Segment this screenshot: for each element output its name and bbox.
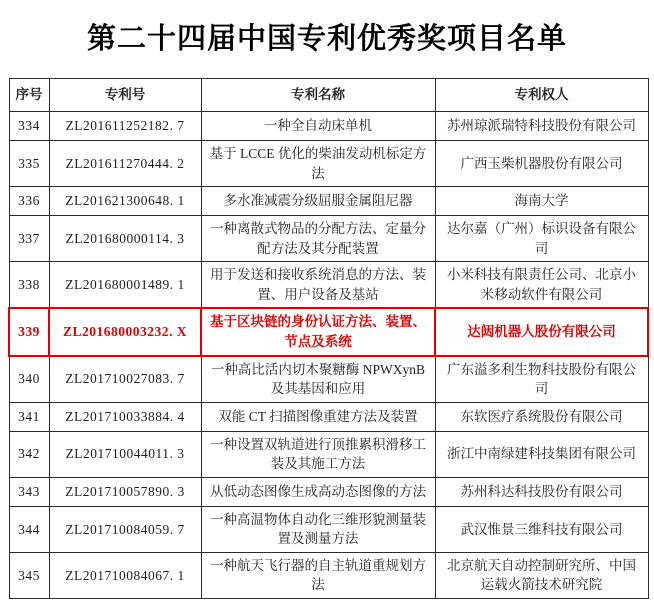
table-row — [9, 141, 648, 187]
table-header-row — [9, 79, 648, 112]
column-header-0: 序号 — [9, 79, 49, 112]
cell-no: 334 — [9, 112, 49, 141]
table-row — [9, 431, 648, 477]
cell-name: 一种设置双轨道进行顶推累积滑移工装及其施工方法 — [201, 431, 435, 477]
cell-no: 342 — [9, 431, 49, 477]
table-row — [9, 187, 648, 216]
cell-name: 双能 CT 扫描图像重建方法及装置 — [201, 402, 435, 431]
table-row — [9, 356, 648, 403]
cell-no: 343 — [9, 477, 49, 506]
table-body — [9, 112, 648, 599]
table-row — [9, 402, 648, 431]
cell-patent_no: ZL201710057890. 3 — [49, 477, 201, 506]
cell-name: 从低动态图像生成高动态图像的方法 — [201, 477, 435, 506]
table-row — [9, 262, 648, 309]
cell-no: 344 — [9, 506, 49, 552]
cell-owner: 苏州科达科技股份有限公司 — [435, 477, 648, 506]
cell-patent_no: ZL201611270444. 2 — [49, 141, 201, 187]
cell-owner: 广西玉柴机器股份有限公司 — [435, 141, 648, 187]
column-header-1: 专利号 — [49, 79, 201, 112]
cell-name: 一种全自动床单机 — [201, 112, 435, 141]
cell-owner: 武汉惟景三维科技有限公司 — [435, 506, 648, 552]
cell-patent_no: ZL201710027083. 7 — [49, 356, 201, 403]
cell-no: 345 — [9, 552, 49, 598]
cell-name: 基于区块链的身份认证方法、装置、节点及系统 — [201, 308, 435, 355]
cell-owner: 达尔嘉（广州）标识设备有限公司 — [435, 216, 648, 262]
table-row — [9, 506, 648, 552]
cell-owner: 浙江中南绿建科技集团有限公司 — [435, 431, 648, 477]
cell-owner: 苏州琼派瑞特科技股份有限公司 — [435, 112, 648, 141]
cell-name: 一种离散式物品的分配方法、定量分配方法及其分配装置 — [201, 216, 435, 262]
cell-patent_no: ZL201680003232. X — [49, 308, 201, 355]
cell-patent_no: ZL201710084067. 1 — [49, 552, 201, 598]
cell-patent_no: ZL201710084059. 7 — [49, 506, 201, 552]
cell-no: 340 — [9, 356, 49, 403]
cell-no: 335 — [9, 141, 49, 187]
cell-name: 多水准减震分级屈服金属阻尼器 — [201, 187, 435, 216]
cell-no: 338 — [9, 262, 49, 309]
cell-no: 336 — [9, 187, 49, 216]
cell-owner: 北京航天自动控制研究所、中国运载火箭技术研究院 — [435, 552, 648, 598]
cell-patent_no: ZL201710044011. 3 — [49, 431, 201, 477]
table-row — [9, 112, 648, 141]
patent-table — [8, 78, 649, 599]
cell-owner: 达闼机器人股份有限公司 — [435, 308, 648, 355]
cell-name: 一种高温物体自动化三维形貌测量装置及测量方法 — [201, 506, 435, 552]
cell-patent_no: ZL201611252182. 7 — [49, 112, 201, 141]
cell-patent_no: ZL201621300648. 1 — [49, 187, 201, 216]
cell-patent_no: ZL201680001489. 1 — [49, 262, 201, 309]
cell-no: 337 — [9, 216, 49, 262]
column-header-2: 专利名称 — [201, 79, 435, 112]
cell-owner: 海南大学 — [435, 187, 648, 216]
table-row-highlighted — [9, 308, 648, 355]
table-row — [9, 552, 648, 598]
column-header-3: 专利权人 — [435, 79, 648, 112]
cell-name: 用于发送和接收系统消息的方法、装置、用户设备及基站 — [201, 262, 435, 309]
cell-name: 基于 LCCE 优化的柴油发动机标定方法 — [201, 141, 435, 187]
table-row — [9, 216, 648, 262]
cell-name: 一种高比活内切木聚糖酶 NPWXynB 及其基因和应用 — [201, 356, 435, 403]
table-row — [9, 477, 648, 506]
cell-no: 341 — [9, 402, 49, 431]
cell-owner: 广东溢多利生物科技股份有限公司 — [435, 356, 648, 403]
cell-owner: 东软医疗系统股份有限公司 — [435, 402, 648, 431]
cell-owner: 小米科技有限责任公司、北京小米移动软件有限公司 — [435, 262, 648, 309]
page-title: 第二十四届中国专利优秀奖项目名单 — [86, 23, 567, 55]
cell-name: 一种航天飞行器的自主轨道重规划方法 — [201, 552, 435, 598]
cell-no: 339 — [9, 308, 49, 355]
cell-patent_no: ZL201710033884. 4 — [49, 402, 201, 431]
cell-patent_no: ZL201680000114. 3 — [49, 216, 201, 262]
